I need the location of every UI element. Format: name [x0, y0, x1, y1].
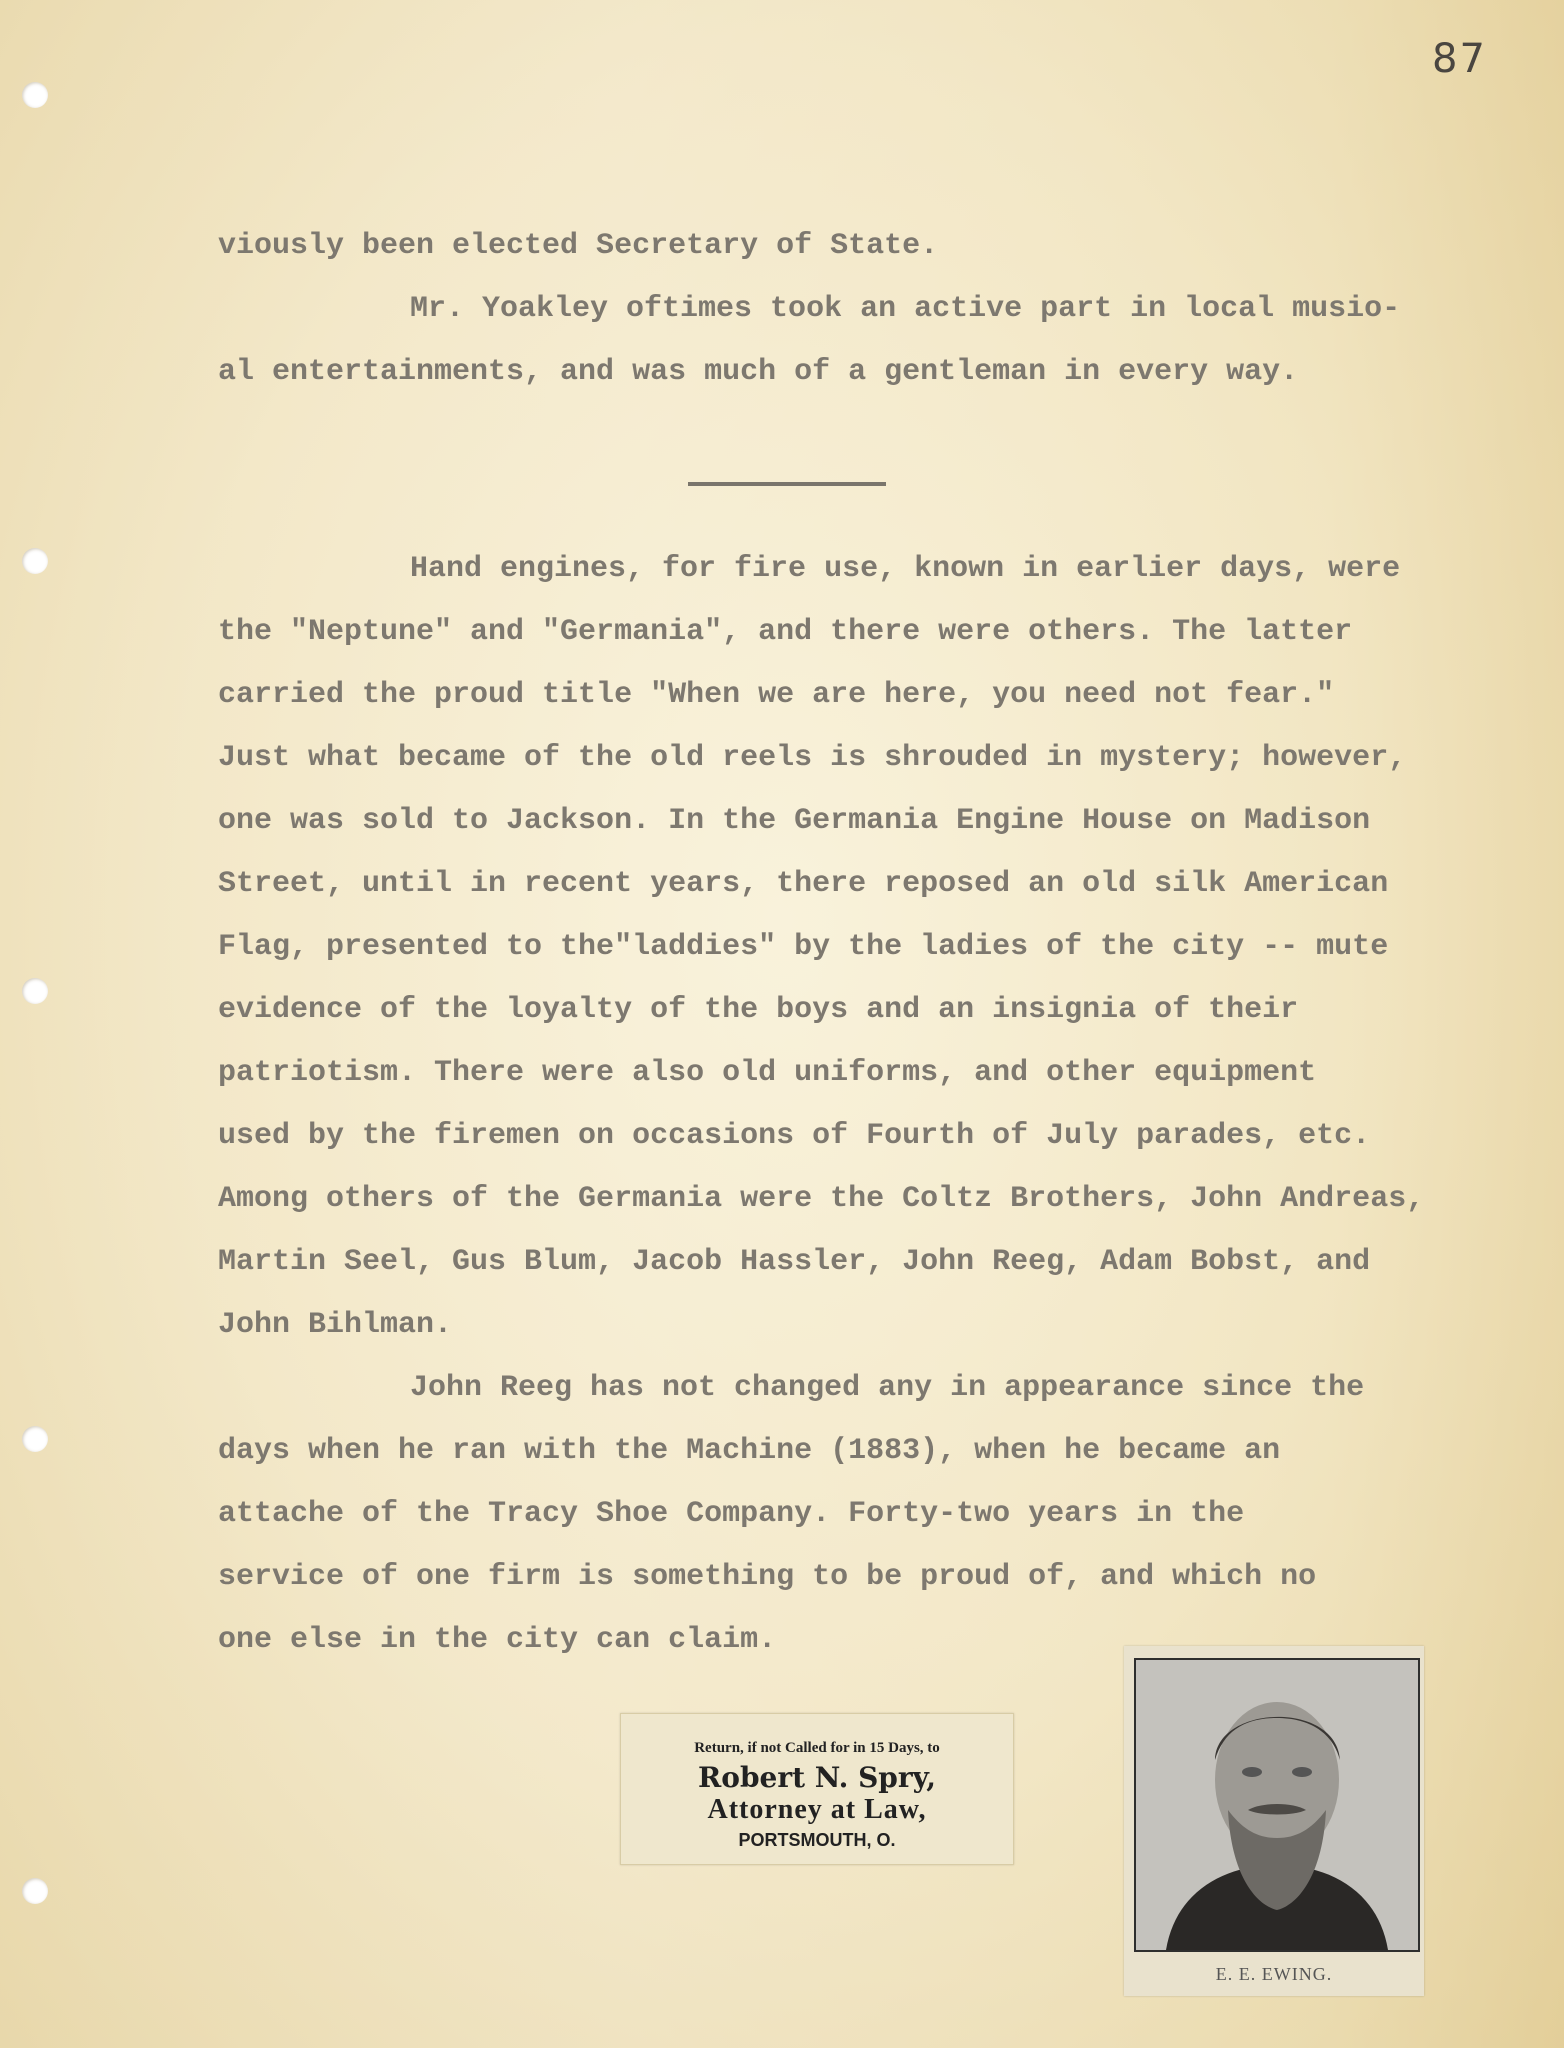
- label-return-line: Return, if not Called for in 15 Days, to: [694, 1740, 940, 1756]
- portrait-image: [1136, 1660, 1418, 1950]
- text-line: John Bihlman.: [218, 1308, 453, 1342]
- text-line: Street, until in recent years, there reposed an old silk American: [218, 867, 1389, 901]
- portrait-clipping: [1124, 1646, 1424, 1996]
- binder-hole: [22, 978, 48, 1004]
- text-line: Flag, presented to the"laddies" by the ladies of the city -- mute: [218, 930, 1389, 964]
- text-line: Mr. Yoakley oftimes took an active part in local musio-: [410, 292, 1401, 326]
- text-line: one else in the city can claim.: [218, 1623, 777, 1657]
- text-line: days when he ran with the Machine (1883), when he became an: [218, 1434, 1281, 1468]
- text-line: the "Neptune" and "Germania", and there were others. The latter: [218, 615, 1353, 649]
- text-line: viously been elected Secretary of State.: [218, 229, 939, 263]
- binder-hole: [22, 548, 48, 574]
- text-line: al entertainments, and was much of a gentleman in every way.: [218, 355, 1299, 389]
- attorney-label-card: [620, 1713, 1014, 1865]
- text-line: Just what became of the old reels is shrouded in mystery; however,: [218, 741, 1407, 775]
- text-line: patriotism. There were also old uniforms, and other equipment: [218, 1056, 1317, 1090]
- text-line: Among others of the Germania were the Coltz Brothers, John Andreas,: [218, 1182, 1425, 1216]
- portrait-caption: E. E. EWING.: [1215, 1964, 1333, 1984]
- text-line: Hand engines, for fire use, known in earlier days, were: [410, 552, 1401, 586]
- label-name: Robert N. Spry,: [698, 1761, 936, 1794]
- text-line: used by the firemen on occasions of Fourth of July parades, etc.: [218, 1119, 1371, 1153]
- binder-hole: [22, 1878, 48, 1904]
- page-number: 87: [1432, 36, 1487, 82]
- text-line: service of one firm is something to be proud of, and which no: [218, 1560, 1317, 1594]
- text-line: evidence of the loyalty of the boys and an insignia of their: [218, 993, 1299, 1027]
- typed-text-body: [218, 538, 1498, 1672]
- binder-hole: [22, 82, 48, 108]
- label-city: PORTSMOUTH, O.: [738, 1830, 896, 1850]
- label-title: Attorney at Law,: [707, 1794, 927, 1825]
- portrait-photo: [1134, 1658, 1420, 1952]
- text-line: carried the proud title "When we are here, you need not fear.": [218, 678, 1335, 712]
- text-line: one was sold to Jackson. In the Germania Engine House on Madison: [218, 804, 1371, 838]
- binder-hole: [22, 1426, 48, 1452]
- text-line: John Reeg has not changed any in appearance since the: [410, 1371, 1365, 1405]
- text-line: Martin Seel, Gus Blum, Jacob Hassler, John Reeg, Adam Bobst, and: [218, 1245, 1371, 1279]
- typed-text-top: [218, 215, 1498, 404]
- text-line: attache of the Tracy Shoe Company. Forty-two years in the: [218, 1497, 1245, 1531]
- section-divider: [688, 482, 886, 486]
